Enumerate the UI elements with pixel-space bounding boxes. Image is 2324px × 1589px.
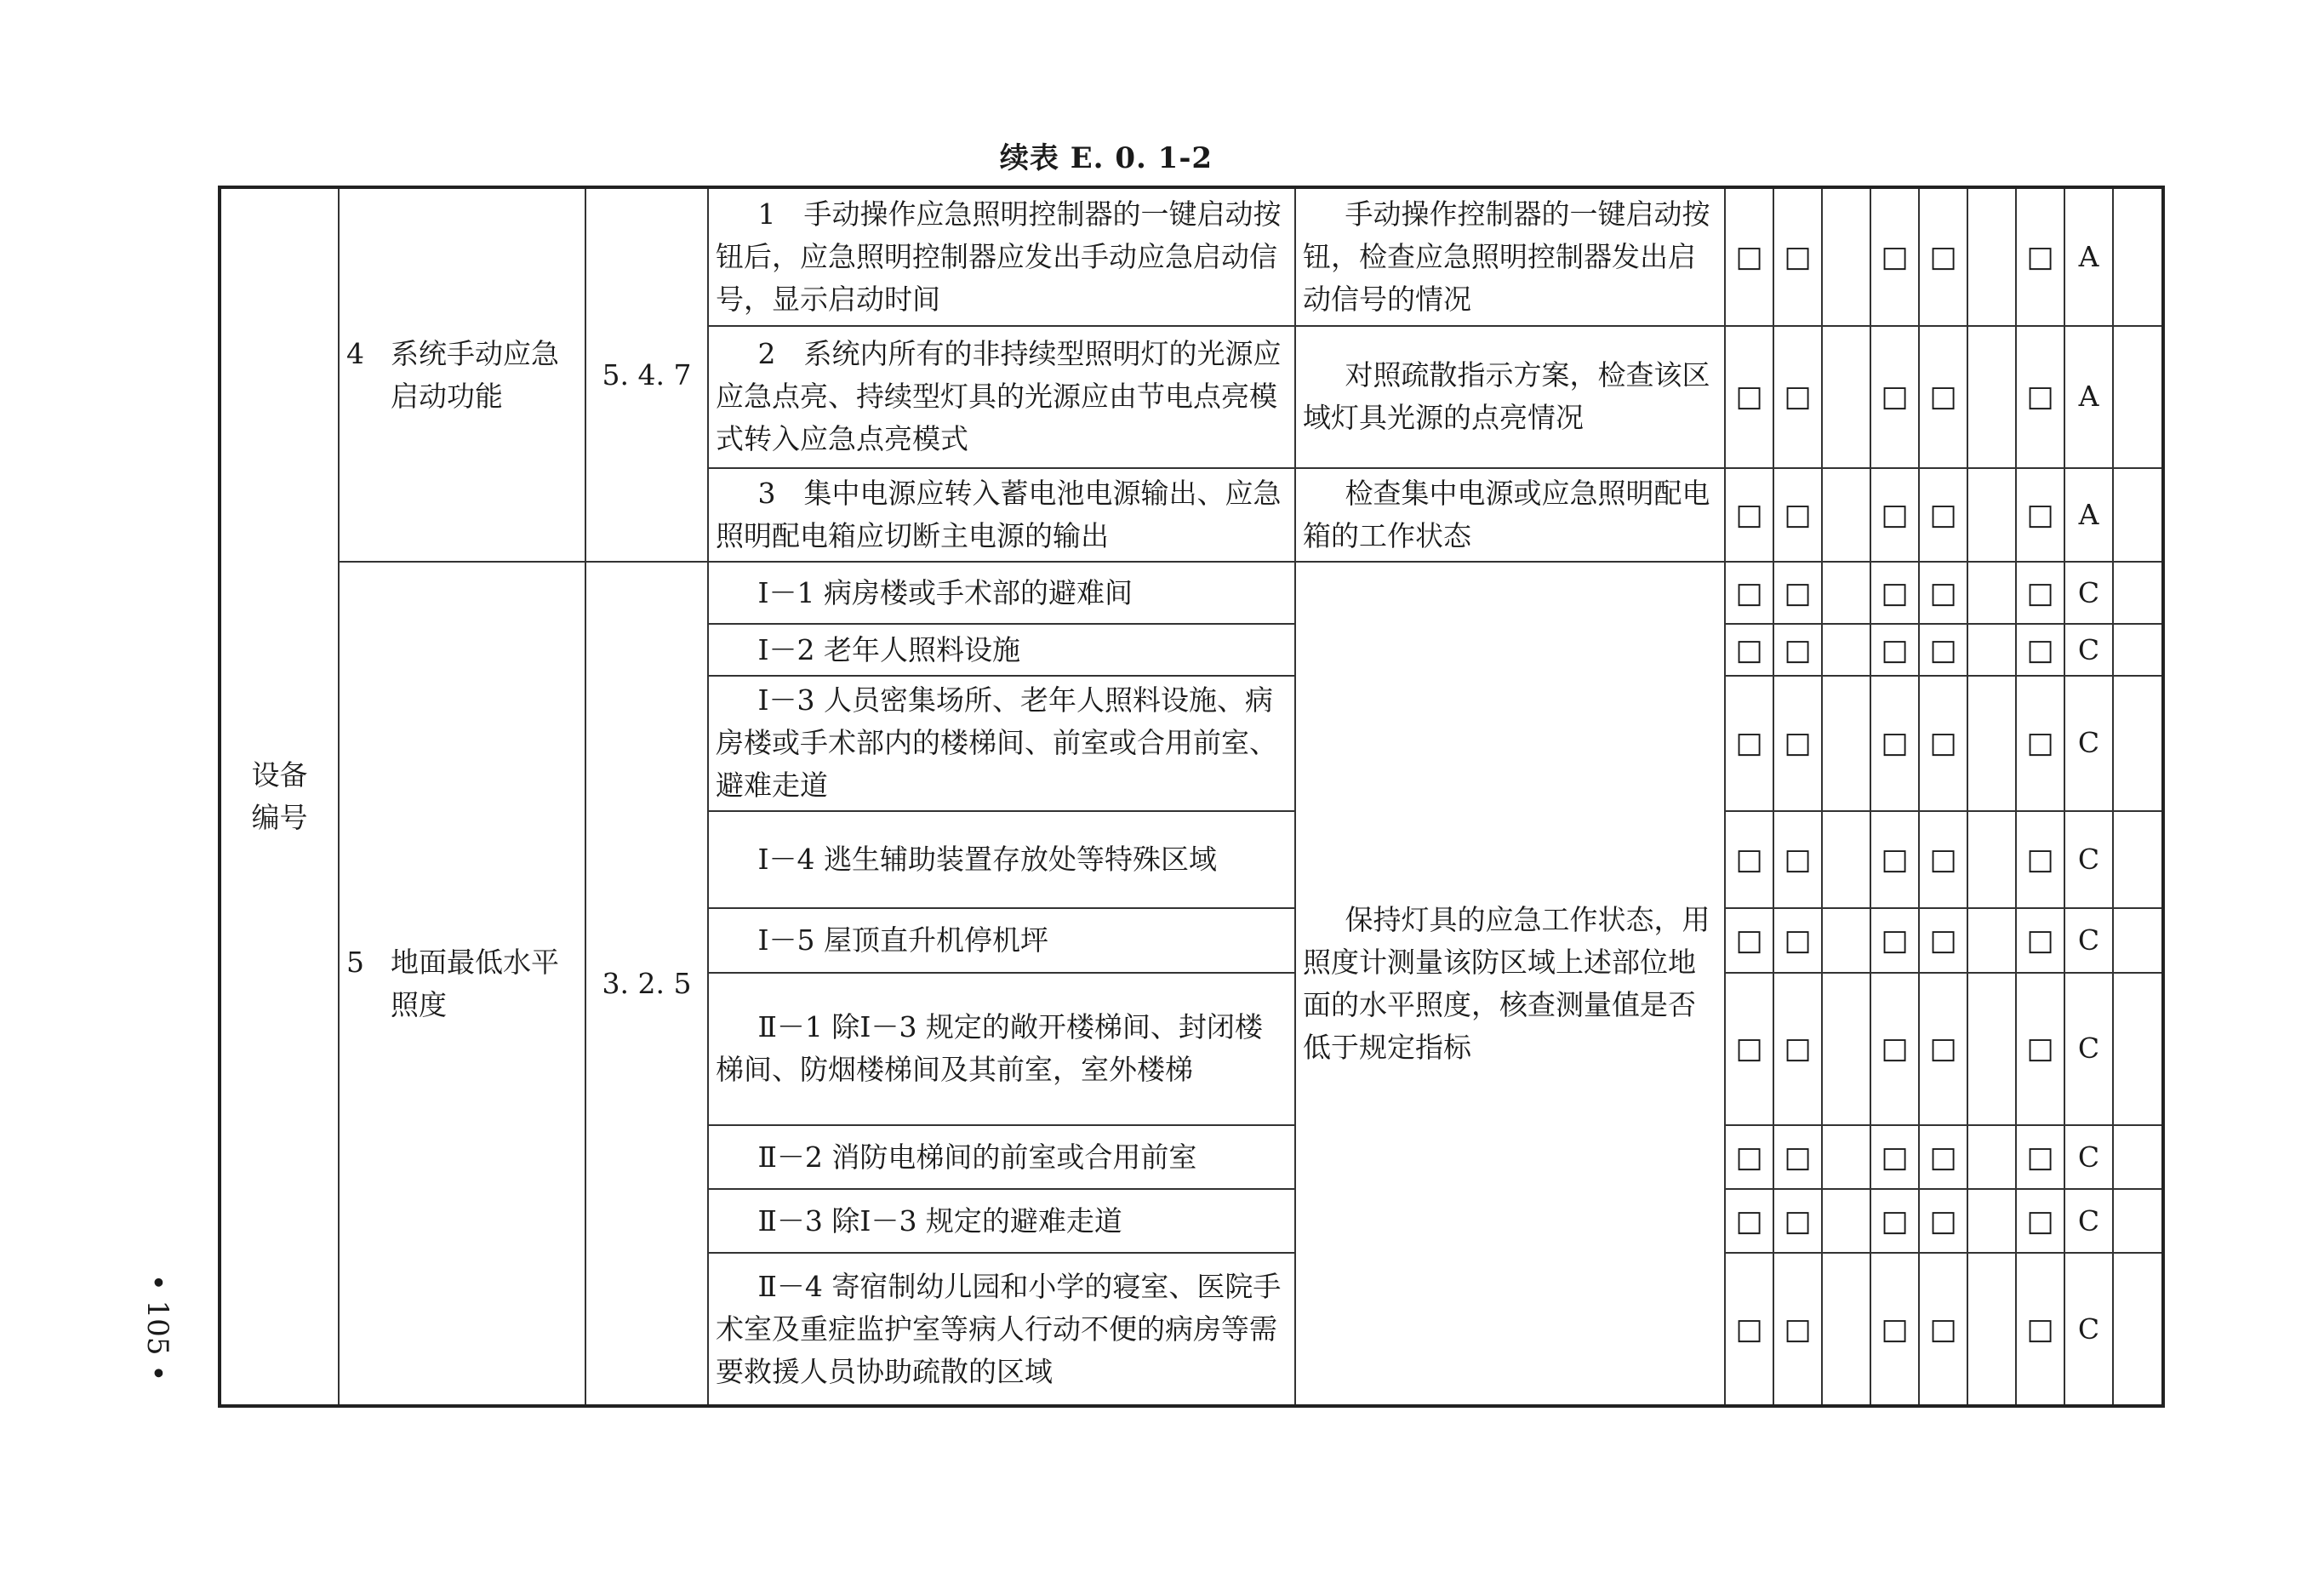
level-cell: C bbox=[2064, 676, 2113, 811]
table-title: 续表 E. 0. 1-2 bbox=[999, 141, 1213, 175]
inspection-table bbox=[218, 186, 2165, 1408]
blank-cell bbox=[1822, 1189, 1870, 1253]
requirement-cell: 1 手动操作应急照明控制器的一键启动按钮后，应急照明控制器应发出手动应急启动信号，显示启动时间 bbox=[708, 187, 1295, 326]
level-cell: C bbox=[2064, 908, 2113, 972]
level-cell: A bbox=[2064, 326, 2113, 468]
checkbox[interactable]: □ bbox=[1725, 676, 1773, 811]
blank-cell bbox=[2113, 973, 2163, 1126]
checkbox[interactable]: □ bbox=[1725, 1125, 1773, 1189]
checkbox[interactable]: □ bbox=[2016, 468, 2064, 563]
checkbox[interactable]: □ bbox=[1773, 1253, 1822, 1406]
checkbox[interactable]: □ bbox=[1773, 908, 1822, 972]
blank-cell bbox=[1822, 562, 1870, 624]
checkbox[interactable]: □ bbox=[1919, 326, 1967, 468]
blank-cell bbox=[1822, 468, 1870, 563]
table-row bbox=[220, 187, 2163, 326]
level-cell: C bbox=[2064, 562, 2113, 624]
checkbox[interactable]: □ bbox=[1870, 1189, 1919, 1253]
checkbox[interactable]: □ bbox=[1773, 1125, 1822, 1189]
device-label-cell: 设备 编号 bbox=[220, 187, 339, 1406]
requirement-cell: Ⅱ－2 消防电梯间的前室或合用前室 bbox=[708, 1125, 1295, 1189]
clause-cell: 5. 4. 7 bbox=[585, 187, 708, 562]
item-number: 5 bbox=[346, 945, 364, 979]
blank-cell bbox=[1822, 1253, 1870, 1406]
checkbox[interactable]: □ bbox=[1773, 326, 1822, 468]
checkbox[interactable]: □ bbox=[1773, 562, 1822, 624]
blank-cell bbox=[1967, 1253, 2016, 1406]
checkbox[interactable]: □ bbox=[2016, 1253, 2064, 1406]
blank-cell bbox=[1967, 811, 2016, 909]
level-cell: C bbox=[2064, 811, 2113, 909]
table-row bbox=[220, 562, 2163, 624]
checkbox[interactable]: □ bbox=[2016, 326, 2064, 468]
blank-cell bbox=[1967, 562, 2016, 624]
requirement-cell: Ⅰ－3 人员密集场所、老年人照料设施、病房楼或手术部内的楼梯间、前室或合用前室、避难走道 bbox=[708, 676, 1295, 811]
checkbox[interactable]: □ bbox=[1773, 973, 1822, 1126]
checkbox[interactable]: □ bbox=[1919, 562, 1967, 624]
checkbox[interactable]: □ bbox=[2016, 811, 2064, 909]
blank-cell bbox=[1822, 326, 1870, 468]
blank-cell bbox=[1967, 468, 2016, 563]
checkbox[interactable]: □ bbox=[1725, 1253, 1773, 1406]
blank-cell bbox=[1822, 908, 1870, 972]
blank-cell bbox=[2113, 1253, 2163, 1406]
checkbox[interactable]: □ bbox=[2016, 187, 2064, 326]
checkbox[interactable]: □ bbox=[1725, 326, 1773, 468]
blank-cell bbox=[1967, 1189, 2016, 1253]
requirement-cell: Ⅱ－3 除Ⅰ－3 规定的避难走道 bbox=[708, 1189, 1295, 1253]
checkbox[interactable]: □ bbox=[1919, 908, 1967, 972]
requirement-cell: Ⅱ－1 除Ⅰ－3 规定的敞开楼梯间、封闭楼梯间、防烟楼梯间及其前室，室外楼梯 bbox=[708, 973, 1295, 1126]
blank-cell bbox=[2113, 1125, 2163, 1189]
item-number: 4 bbox=[346, 336, 364, 370]
requirement-cell: 3 集中电源应转入蓄电池电源输出、应急照明配电箱应切断主电源的输出 bbox=[708, 468, 1295, 563]
method-cell: 对照疏散指示方案，检查该区域灯具光源的点亮情况 bbox=[1295, 326, 1725, 468]
checkbox[interactable]: □ bbox=[1919, 187, 1967, 326]
blank-cell bbox=[2113, 1189, 2163, 1253]
checkbox[interactable]: □ bbox=[1773, 1189, 1822, 1253]
blank-cell bbox=[1822, 1125, 1870, 1189]
checkbox[interactable]: □ bbox=[1870, 1253, 1919, 1406]
clause-cell: 3. 2. 5 bbox=[585, 562, 708, 1406]
requirement-cell: Ⅱ－4 寄宿制幼儿园和小学的寝室、医院手术室及重症监护室等病人行动不便的病房等需要救援人员协助疏散的区域 bbox=[708, 1253, 1295, 1406]
checkbox[interactable]: □ bbox=[1725, 908, 1773, 972]
blank-cell bbox=[1822, 973, 1870, 1126]
checkbox[interactable]: □ bbox=[1725, 973, 1773, 1126]
checkbox[interactable]: □ bbox=[1919, 1189, 1967, 1253]
checkbox[interactable]: □ bbox=[2016, 973, 2064, 1126]
blank-cell bbox=[1822, 676, 1870, 811]
checkbox[interactable]: □ bbox=[1773, 624, 1822, 676]
checkbox[interactable]: □ bbox=[1919, 973, 1967, 1126]
level-cell: A bbox=[2064, 187, 2113, 326]
blank-cell bbox=[1822, 624, 1870, 676]
blank-cell bbox=[1967, 187, 2016, 326]
checkbox[interactable]: □ bbox=[1870, 187, 1919, 326]
checkbox[interactable]: □ bbox=[1919, 624, 1967, 676]
checkbox[interactable]: □ bbox=[2016, 908, 2064, 972]
checkbox[interactable]: □ bbox=[1725, 187, 1773, 326]
blank-cell bbox=[2113, 908, 2163, 972]
checkbox[interactable]: □ bbox=[1773, 811, 1822, 909]
blank-cell bbox=[1822, 187, 1870, 326]
level-cell: C bbox=[2064, 624, 2113, 676]
blank-cell bbox=[2113, 676, 2163, 811]
blank-cell bbox=[1967, 624, 2016, 676]
checkbox[interactable]: □ bbox=[1870, 811, 1919, 909]
item-cell bbox=[339, 187, 585, 562]
level-cell: C bbox=[2064, 1125, 2113, 1189]
checkbox[interactable]: □ bbox=[2016, 1125, 2064, 1189]
checkbox[interactable]: □ bbox=[1919, 1253, 1967, 1406]
checkbox[interactable]: □ bbox=[1725, 1189, 1773, 1253]
checkbox[interactable]: □ bbox=[2016, 676, 2064, 811]
checkbox[interactable]: □ bbox=[1870, 562, 1919, 624]
checkbox[interactable]: □ bbox=[1725, 624, 1773, 676]
item-name: 系统手动应急启动功能 bbox=[391, 336, 559, 413]
checkbox[interactable]: □ bbox=[2016, 624, 2064, 676]
item-cell bbox=[339, 562, 585, 1406]
blank-cell bbox=[2113, 562, 2163, 624]
requirement-cell: Ⅰ－4 逃生辅助装置存放处等特殊区域 bbox=[708, 811, 1295, 909]
checkbox[interactable]: □ bbox=[1919, 676, 1967, 811]
blank-cell bbox=[2113, 811, 2163, 909]
checkbox[interactable]: □ bbox=[1870, 624, 1919, 676]
level-cell: C bbox=[2064, 1189, 2113, 1253]
blank-cell bbox=[1967, 1125, 2016, 1189]
level-cell: C bbox=[2064, 1253, 2113, 1406]
checkbox[interactable]: □ bbox=[1919, 811, 1967, 909]
checkbox[interactable]: □ bbox=[1919, 468, 1967, 563]
checkbox[interactable]: □ bbox=[1870, 908, 1919, 972]
checkbox[interactable]: □ bbox=[1919, 1125, 1967, 1189]
method-cell: 手动操作控制器的一键启动按钮，检查应急照明控制器发出启动信号的情况 bbox=[1295, 187, 1725, 326]
checkbox[interactable]: □ bbox=[1870, 973, 1919, 1126]
method-cell: 保持灯具的应急工作状态，用照度计测量该防区域上述部位地面的水平照度，核查测量值是否低于规定指标 bbox=[1295, 562, 1725, 1406]
method-cell: 检查集中电源或应急照明配电箱的工作状态 bbox=[1295, 468, 1725, 563]
blank-cell bbox=[1967, 326, 2016, 468]
checkbox[interactable]: □ bbox=[2016, 562, 2064, 624]
requirement-cell: Ⅰ－5 屋顶直升机停机坪 bbox=[708, 908, 1295, 972]
checkbox[interactable]: □ bbox=[1725, 811, 1773, 909]
checkbox[interactable]: □ bbox=[1773, 676, 1822, 811]
page-number: • 105 • bbox=[140, 1273, 174, 1382]
blank-cell bbox=[1822, 811, 1870, 909]
checkbox[interactable]: □ bbox=[1773, 187, 1822, 326]
blank-cell bbox=[2113, 624, 2163, 676]
checkbox[interactable]: □ bbox=[1870, 468, 1919, 563]
level-cell: A bbox=[2064, 468, 2113, 563]
blank-cell bbox=[1967, 908, 2016, 972]
level-cell: C bbox=[2064, 973, 2113, 1126]
checkbox[interactable]: □ bbox=[1870, 326, 1919, 468]
checkbox[interactable]: □ bbox=[1870, 676, 1919, 811]
checkbox[interactable]: □ bbox=[1725, 562, 1773, 624]
item-name: 地面最低水平照度 bbox=[391, 945, 559, 1021]
blank-cell bbox=[2113, 468, 2163, 563]
blank-cell bbox=[1967, 676, 2016, 811]
checkbox[interactable]: □ bbox=[1773, 468, 1822, 563]
blank-cell bbox=[2113, 187, 2163, 326]
checkbox[interactable]: □ bbox=[1725, 468, 1773, 563]
checkbox[interactable]: □ bbox=[1870, 1125, 1919, 1189]
blank-cell bbox=[2113, 326, 2163, 468]
requirement-cell: Ⅰ－2 老年人照料设施 bbox=[708, 624, 1295, 676]
requirement-cell: Ⅰ－1 病房楼或手术部的避难间 bbox=[708, 562, 1295, 624]
checkbox[interactable]: □ bbox=[2016, 1189, 2064, 1253]
requirement-cell: 2 系统内所有的非持续型照明灯的光源应应急点亮、持续型灯具的光源应由节电点亮模式转入应急点亮模式 bbox=[708, 326, 1295, 468]
blank-cell bbox=[1967, 973, 2016, 1126]
